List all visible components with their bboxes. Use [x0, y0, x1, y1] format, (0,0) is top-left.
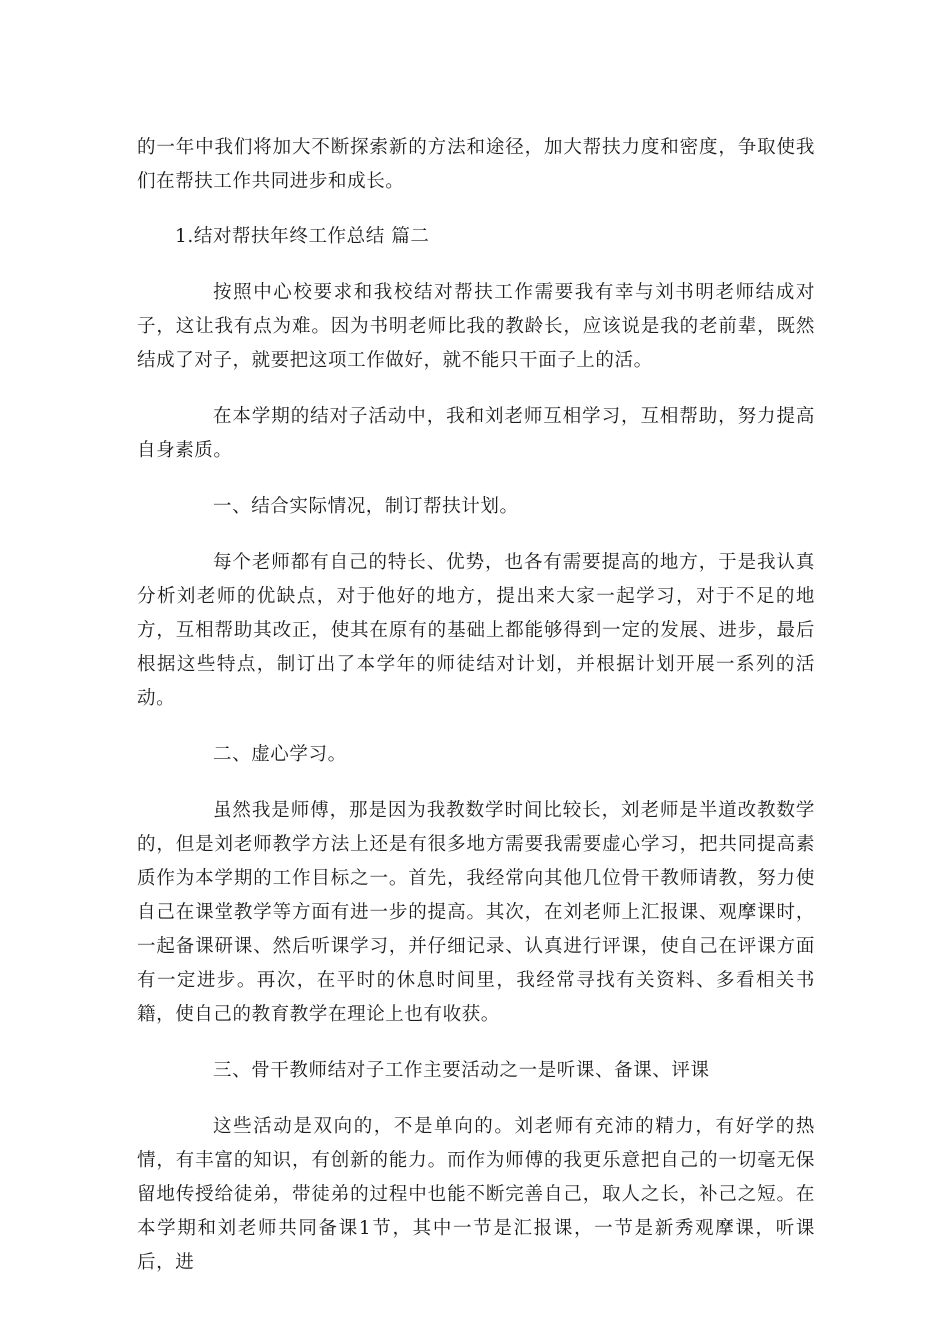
paragraph-continuation: 的一年中我们将加大不断探索新的方法和途径，加大帮扶力度和密度，争取使我们在帮扶工作共同进步和成长。: [137, 137, 815, 192]
paragraph-plan: 每个老师都有自己的特长、优势，也各有需要提高的地方，于是我认真分析刘老师的优缺点，对于他好的地方，提出来大家一起学习，对于不足的地方，互相帮助其改正，使其在原有的基础上都能够得到一定的发展、进步，最后根据这些特点，制订出了本学年的师徒结对计划，并根据计划开展一系列的活动。: [137, 552, 815, 709]
heading-lessons: 三、骨干教师结对子工作主要活动之一是听课、备课、评课: [213, 1060, 710, 1081]
section-heading-part-two: 1.结对帮扶年终工作总结 篇二: [175, 226, 430, 247]
paragraph-lessons: 这些活动是双向的，不是单向的。刘老师有充沛的精力，有好学的热情，有丰富的知识，有创新的能力。而作为师傅的我更乐意把自己的一切毫无保留地传授给徒弟，带徒弟的过程中也能不断完善自己，取人之长，补己之短。在本学期和刘老师共同备课1节，其中一节是汇报课，一节是新秀观摩课，听课后，进: [137, 1116, 815, 1273]
heading-learning: 二、虚心学习。: [213, 744, 347, 765]
document-body: [137, 131, 815, 1280]
paragraph-activity: 在本学期的结对子活动中，我和刘老师互相学习，互相帮助，努力提高自身素质。: [137, 406, 815, 461]
paragraph-intro: 按照中心校要求和我校结对帮扶工作需要我有幸与刘书明老师结成对子，这让我有点为难。因为书明老师比我的教龄长，应该说是我的老前辈，既然结成了对子，就要把这项工作做好，就不能只干面子上的活。: [137, 282, 815, 371]
paragraph-learning: 虽然我是师傅，那是因为我教数学时间比较长，刘老师是半道改教数学的，但是刘老师教学方法上还是有很多地方需要我需要虚心学习，把共同提高素质作为本学期的工作目标之一。首先，我经常向其他几位骨干教师请教，努力使自己在课堂教学等方面有进一步的提高。其次，在刘老师上汇报课、观摩课时，一起备课研课、然后听课学习，并仔细记录、认真进行评课，使自己在评课方面有一定进步。再次，在平时的休息时间里，我经常寻找有关资料、多看相关书籍，使自己的教育教学在理论上也有收获。: [137, 800, 815, 1025]
heading-plan: 一、结合实际情况，制订帮扶计划。: [213, 496, 519, 517]
